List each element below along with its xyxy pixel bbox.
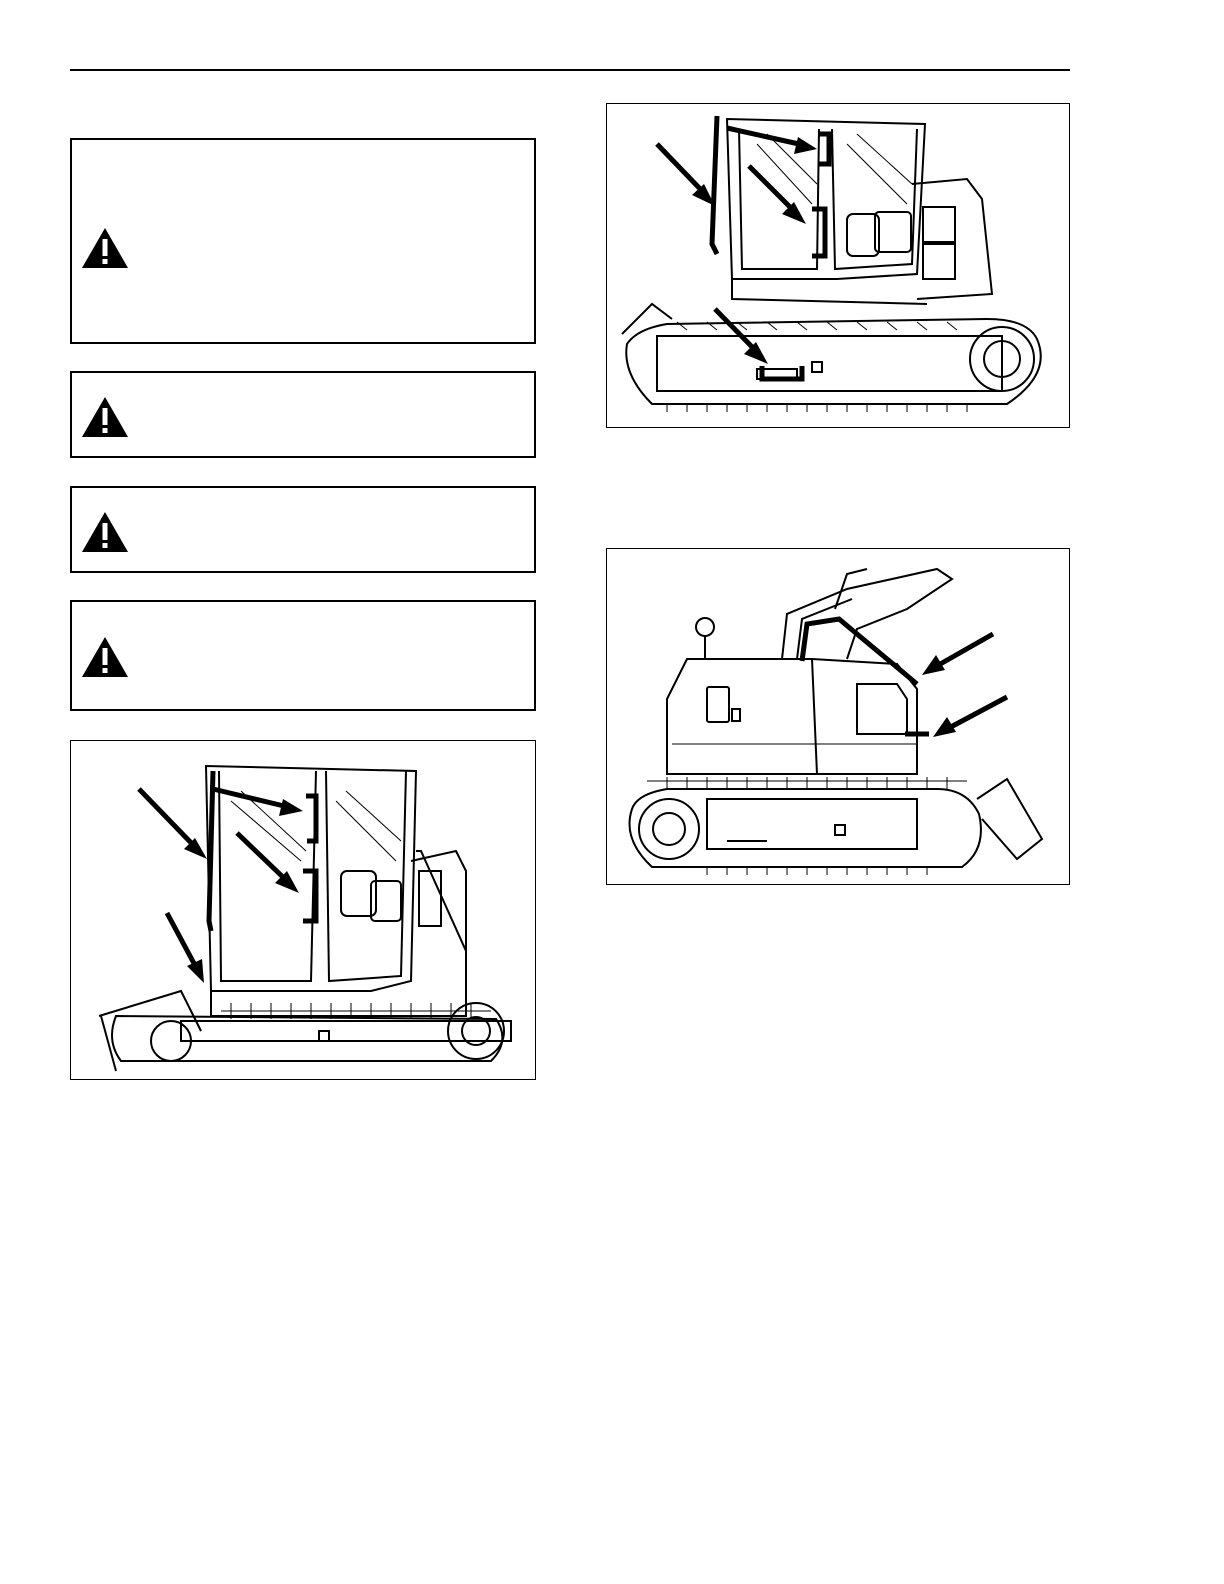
pointer-arrow-icon (139, 789, 207, 859)
figure-cab-front-view (70, 740, 536, 1080)
pointer-arrow-icon (933, 697, 1007, 737)
pointer-arrow-icon (237, 833, 299, 893)
warning-box-4 (70, 600, 536, 711)
excavator-rear-illustration (607, 549, 1070, 885)
figure-rear-view (606, 548, 1070, 885)
figure-cab-side-view (606, 103, 1070, 428)
warning-triangle-icon (81, 227, 129, 269)
excavator-cab-side-illustration (607, 104, 1070, 428)
warning-triangle-icon (81, 636, 129, 678)
pointer-arrow-icon (657, 144, 715, 206)
pointer-arrow-icon (922, 634, 993, 675)
excavator-cab-front-illustration (71, 741, 536, 1080)
warning-triangle-icon (81, 511, 129, 553)
pointer-arrow-icon (727, 128, 817, 154)
header-rule (70, 69, 1070, 71)
warning-box-1 (70, 138, 536, 344)
warning-box-2 (70, 371, 536, 458)
pointer-arrow-icon (749, 166, 806, 224)
pointer-arrow-icon (167, 913, 204, 983)
pointer-arrow-icon (213, 789, 303, 816)
warning-box-3 (70, 486, 536, 573)
warning-triangle-icon (81, 396, 129, 438)
